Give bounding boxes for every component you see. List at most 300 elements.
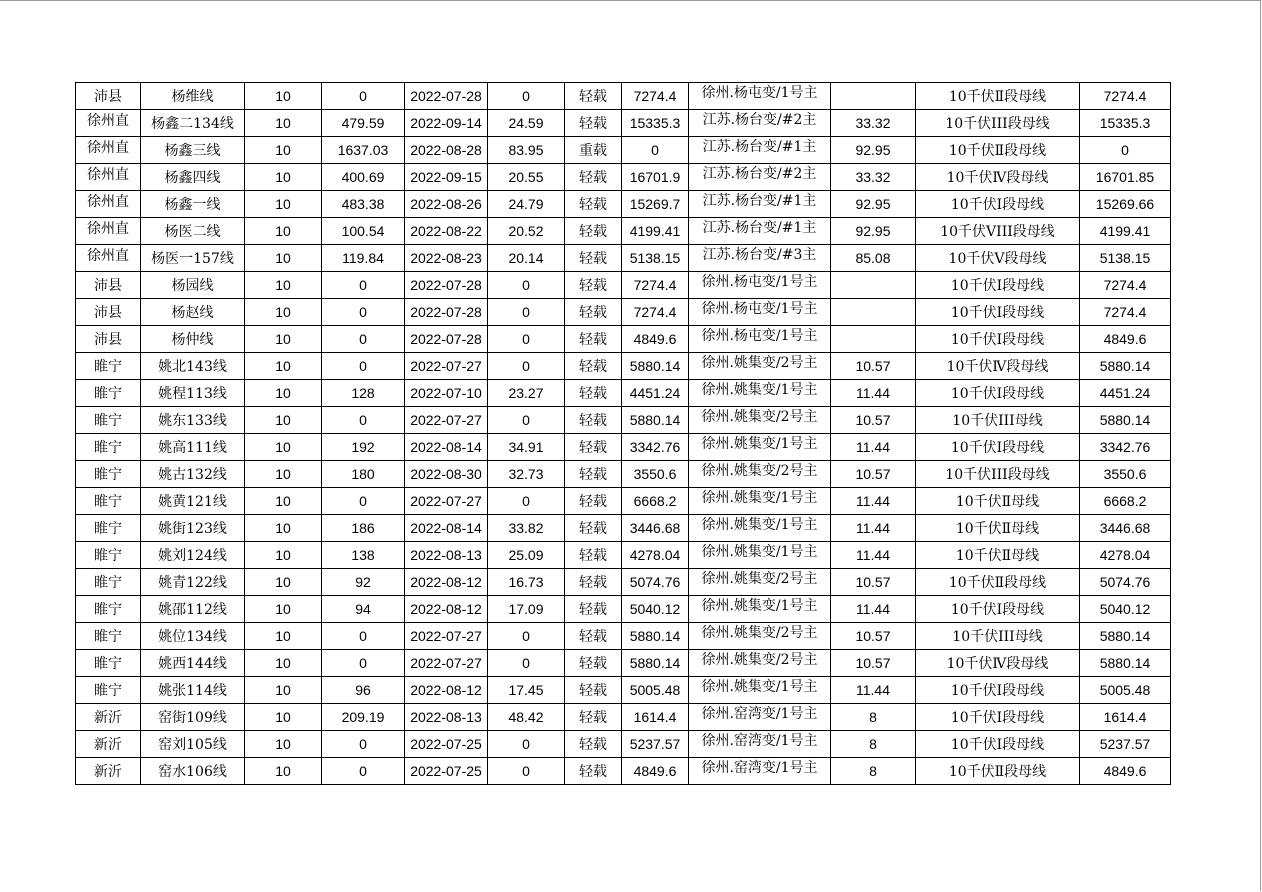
source-transformer-cell: 徐州.杨屯变/1号主 bbox=[689, 299, 831, 326]
source-transformer-cell: 徐州.姚集变/1号主 bbox=[689, 596, 831, 623]
transformer-rate-cell bbox=[831, 83, 916, 110]
source-transformer-cell: 江苏.杨台变/#2主 bbox=[689, 164, 831, 191]
table-row bbox=[76, 164, 1171, 191]
load-status-cell: 轻载 bbox=[565, 326, 622, 353]
load-value-cell: 100.54 bbox=[322, 218, 405, 245]
bus-section-cell: 10千伏Ⅳ段母线 bbox=[916, 164, 1080, 191]
line-name-cell: 姚北143线 bbox=[141, 353, 245, 380]
load-value-cell: 0 bbox=[322, 650, 405, 677]
margin-cell: 5880.14 bbox=[1080, 650, 1171, 677]
line-name-cell: 姚高111线 bbox=[141, 434, 245, 461]
load-value-cell: 0 bbox=[322, 623, 405, 650]
line-name-cell: 姚黄121线 bbox=[141, 488, 245, 515]
load-status-cell: 轻载 bbox=[565, 110, 622, 137]
date-cell: 2022-07-27 bbox=[405, 407, 488, 434]
load-value-cell: 96 bbox=[322, 677, 405, 704]
line-name-cell: 姚西144线 bbox=[141, 650, 245, 677]
line-name-cell: 杨仲线 bbox=[141, 326, 245, 353]
bus-section-cell: 10千伏Ⅰ段母线 bbox=[916, 596, 1080, 623]
load-rate-cell: 48.42 bbox=[488, 704, 565, 731]
transformer-rate-cell: 8 bbox=[831, 704, 916, 731]
load-rate-cell: 20.52 bbox=[488, 218, 565, 245]
source-transformer-cell: 徐州.窑湾变/1号主 bbox=[689, 731, 831, 758]
transformer-rate-cell: 11.44 bbox=[831, 434, 916, 461]
line-name-cell: 杨医一157线 bbox=[141, 245, 245, 272]
source-transformer-cell: 徐州.姚集变/2号主 bbox=[689, 353, 831, 380]
capacity-cell: 5074.76 bbox=[622, 569, 689, 596]
area-cell: 徐州直 bbox=[76, 218, 141, 245]
load-rate-cell: 23.27 bbox=[488, 380, 565, 407]
date-cell: 2022-08-12 bbox=[405, 569, 488, 596]
margin-cell: 4451.24 bbox=[1080, 380, 1171, 407]
load-value-cell: 92 bbox=[322, 569, 405, 596]
margin-cell: 3342.76 bbox=[1080, 434, 1171, 461]
load-rate-cell: 32.73 bbox=[488, 461, 565, 488]
margin-cell: 5880.14 bbox=[1080, 623, 1171, 650]
capacity-cell: 5040.12 bbox=[622, 596, 689, 623]
date-cell: 2022-07-27 bbox=[405, 650, 488, 677]
line-name-cell: 姚青122线 bbox=[141, 569, 245, 596]
load-rate-cell: 0 bbox=[488, 488, 565, 515]
load-value-cell: 0 bbox=[322, 731, 405, 758]
area-cell: 睢宁 bbox=[76, 515, 141, 542]
transformer-rate-cell: 11.44 bbox=[831, 542, 916, 569]
feeder-load-table bbox=[75, 82, 1171, 785]
transformer-rate-cell: 10.57 bbox=[831, 461, 916, 488]
area-cell: 沛县 bbox=[76, 326, 141, 353]
date-cell: 2022-08-26 bbox=[405, 191, 488, 218]
load-status-cell: 轻载 bbox=[565, 299, 622, 326]
voltage-cell: 10 bbox=[245, 272, 322, 299]
capacity-cell: 5005.48 bbox=[622, 677, 689, 704]
source-transformer-cell: 徐州.姚集变/1号主 bbox=[689, 488, 831, 515]
transformer-rate-cell bbox=[831, 299, 916, 326]
voltage-cell: 10 bbox=[245, 326, 322, 353]
load-status-cell: 轻载 bbox=[565, 542, 622, 569]
transformer-rate-cell: 85.08 bbox=[831, 245, 916, 272]
date-cell: 2022-08-12 bbox=[405, 677, 488, 704]
load-rate-cell: 0 bbox=[488, 623, 565, 650]
margin-cell: 5005.48 bbox=[1080, 677, 1171, 704]
bus-section-cell: 10千伏Ⅰ段母线 bbox=[916, 191, 1080, 218]
load-value-cell: 0 bbox=[322, 326, 405, 353]
transformer-rate-cell: 8 bbox=[831, 758, 916, 785]
line-name-cell: 杨鑫二134线 bbox=[141, 110, 245, 137]
load-rate-cell: 0 bbox=[488, 83, 565, 110]
line-name-cell: 姚程113线 bbox=[141, 380, 245, 407]
load-rate-cell: 0 bbox=[488, 758, 565, 785]
area-cell: 新沂 bbox=[76, 704, 141, 731]
margin-cell: 0 bbox=[1080, 137, 1171, 164]
area-cell: 徐州直 bbox=[76, 245, 141, 272]
line-name-cell: 姚东133线 bbox=[141, 407, 245, 434]
margin-cell: 5040.12 bbox=[1080, 596, 1171, 623]
line-name-cell: 窑刘105线 bbox=[141, 731, 245, 758]
voltage-cell: 10 bbox=[245, 569, 322, 596]
source-transformer-cell: 江苏.杨台变/#1主 bbox=[689, 191, 831, 218]
source-transformer-cell: 徐州.杨屯变/1号主 bbox=[689, 326, 831, 353]
table-row bbox=[76, 677, 1171, 704]
source-transformer-cell: 徐州.姚集变/2号主 bbox=[689, 569, 831, 596]
area-cell: 徐州直 bbox=[76, 137, 141, 164]
line-name-cell: 姚古132线 bbox=[141, 461, 245, 488]
line-name-cell: 杨鑫三线 bbox=[141, 137, 245, 164]
load-status-cell: 轻载 bbox=[565, 623, 622, 650]
capacity-cell: 15335.3 bbox=[622, 110, 689, 137]
voltage-cell: 10 bbox=[245, 137, 322, 164]
load-status-cell: 轻载 bbox=[565, 596, 622, 623]
transformer-rate-cell: 10.57 bbox=[831, 353, 916, 380]
table-row bbox=[76, 704, 1171, 731]
load-rate-cell: 17.09 bbox=[488, 596, 565, 623]
load-value-cell: 0 bbox=[322, 758, 405, 785]
bus-section-cell: 10千伏Ⅳ段母线 bbox=[916, 353, 1080, 380]
table-row bbox=[76, 380, 1171, 407]
load-status-cell: 轻载 bbox=[565, 569, 622, 596]
transformer-rate-cell: 8 bbox=[831, 731, 916, 758]
source-transformer-cell: 江苏.杨台变/#1主 bbox=[689, 218, 831, 245]
transformer-rate-cell: 10.57 bbox=[831, 650, 916, 677]
load-status-cell: 轻载 bbox=[565, 191, 622, 218]
date-cell: 2022-07-28 bbox=[405, 299, 488, 326]
line-name-cell: 杨鑫一线 bbox=[141, 191, 245, 218]
voltage-cell: 10 bbox=[245, 650, 322, 677]
date-cell: 2022-07-27 bbox=[405, 353, 488, 380]
margin-cell: 15269.66 bbox=[1080, 191, 1171, 218]
table-row bbox=[76, 596, 1171, 623]
source-transformer-cell: 徐州.窑湾变/1号主 bbox=[689, 704, 831, 731]
load-rate-cell: 0 bbox=[488, 731, 565, 758]
line-name-cell: 窑水106线 bbox=[141, 758, 245, 785]
date-cell: 2022-08-30 bbox=[405, 461, 488, 488]
line-name-cell: 姚位134线 bbox=[141, 623, 245, 650]
table-row bbox=[76, 434, 1171, 461]
voltage-cell: 10 bbox=[245, 704, 322, 731]
line-name-cell: 杨鑫四线 bbox=[141, 164, 245, 191]
margin-cell: 4199.41 bbox=[1080, 218, 1171, 245]
date-cell: 2022-08-14 bbox=[405, 515, 488, 542]
table-row bbox=[76, 218, 1171, 245]
load-rate-cell: 0 bbox=[488, 299, 565, 326]
transformer-rate-cell: 11.44 bbox=[831, 488, 916, 515]
capacity-cell: 4849.6 bbox=[622, 758, 689, 785]
line-name-cell: 杨医二线 bbox=[141, 218, 245, 245]
load-rate-cell: 33.82 bbox=[488, 515, 565, 542]
bus-section-cell: 10千伏III段母线 bbox=[916, 461, 1080, 488]
table-row bbox=[76, 461, 1171, 488]
transformer-rate-cell: 11.44 bbox=[831, 380, 916, 407]
margin-cell: 4278.04 bbox=[1080, 542, 1171, 569]
voltage-cell: 10 bbox=[245, 542, 322, 569]
source-transformer-cell: 徐州.杨屯变/1号主 bbox=[689, 272, 831, 299]
voltage-cell: 10 bbox=[245, 515, 322, 542]
bus-section-cell: 10千伏Ⅰ段母线 bbox=[916, 380, 1080, 407]
voltage-cell: 10 bbox=[245, 191, 322, 218]
table-row bbox=[76, 272, 1171, 299]
load-value-cell: 138 bbox=[322, 542, 405, 569]
line-name-cell: 杨维线 bbox=[141, 83, 245, 110]
date-cell: 2022-09-14 bbox=[405, 110, 488, 137]
voltage-cell: 10 bbox=[245, 434, 322, 461]
load-rate-cell: 0 bbox=[488, 650, 565, 677]
load-rate-cell: 0 bbox=[488, 407, 565, 434]
load-status-cell: 轻载 bbox=[565, 758, 622, 785]
capacity-cell: 4849.6 bbox=[622, 326, 689, 353]
table-row bbox=[76, 515, 1171, 542]
margin-cell: 7274.4 bbox=[1080, 299, 1171, 326]
voltage-cell: 10 bbox=[245, 299, 322, 326]
date-cell: 2022-08-12 bbox=[405, 596, 488, 623]
load-status-cell: 重载 bbox=[565, 137, 622, 164]
capacity-cell: 4278.04 bbox=[622, 542, 689, 569]
table-row bbox=[76, 326, 1171, 353]
capacity-cell: 5880.14 bbox=[622, 650, 689, 677]
load-rate-cell: 24.79 bbox=[488, 191, 565, 218]
capacity-cell: 3446.68 bbox=[622, 515, 689, 542]
table-row bbox=[76, 542, 1171, 569]
source-transformer-cell: 徐州.姚集变/2号主 bbox=[689, 407, 831, 434]
table-row bbox=[76, 299, 1171, 326]
load-rate-cell: 17.45 bbox=[488, 677, 565, 704]
margin-cell: 4849.6 bbox=[1080, 758, 1171, 785]
transformer-rate-cell: 33.32 bbox=[831, 110, 916, 137]
transformer-rate-cell: 10.57 bbox=[831, 623, 916, 650]
line-name-cell: 杨园线 bbox=[141, 272, 245, 299]
capacity-cell: 3550.6 bbox=[622, 461, 689, 488]
capacity-cell: 5138.15 bbox=[622, 245, 689, 272]
bus-section-cell: 10千伏Ⅳ段母线 bbox=[916, 650, 1080, 677]
voltage-cell: 10 bbox=[245, 164, 322, 191]
area-cell: 新沂 bbox=[76, 731, 141, 758]
voltage-cell: 10 bbox=[245, 83, 322, 110]
voltage-cell: 10 bbox=[245, 218, 322, 245]
area-cell: 睢宁 bbox=[76, 596, 141, 623]
load-rate-cell: 20.14 bbox=[488, 245, 565, 272]
source-transformer-cell: 徐州.姚集变/1号主 bbox=[689, 380, 831, 407]
margin-cell: 1614.4 bbox=[1080, 704, 1171, 731]
area-cell: 睢宁 bbox=[76, 623, 141, 650]
load-rate-cell: 0 bbox=[488, 353, 565, 380]
load-status-cell: 轻载 bbox=[565, 488, 622, 515]
bus-section-cell: 10千伏Ⅱ母线 bbox=[916, 488, 1080, 515]
source-transformer-cell: 徐州.姚集变/2号主 bbox=[689, 650, 831, 677]
transformer-rate-cell bbox=[831, 326, 916, 353]
load-value-cell: 0 bbox=[322, 488, 405, 515]
load-rate-cell: 0 bbox=[488, 326, 565, 353]
area-cell: 睢宁 bbox=[76, 569, 141, 596]
line-name-cell: 杨赵线 bbox=[141, 299, 245, 326]
area-cell: 徐州直 bbox=[76, 164, 141, 191]
load-value-cell: 0 bbox=[322, 83, 405, 110]
bus-section-cell: 10千伏Ⅴ段母线 bbox=[916, 245, 1080, 272]
capacity-cell: 7274.4 bbox=[622, 299, 689, 326]
margin-cell: 15335.3 bbox=[1080, 110, 1171, 137]
load-value-cell: 0 bbox=[322, 272, 405, 299]
source-transformer-cell: 江苏.杨台变/#3主 bbox=[689, 245, 831, 272]
area-cell: 睢宁 bbox=[76, 434, 141, 461]
area-cell: 沛县 bbox=[76, 299, 141, 326]
capacity-cell: 3342.76 bbox=[622, 434, 689, 461]
capacity-cell: 15269.7 bbox=[622, 191, 689, 218]
voltage-cell: 10 bbox=[245, 461, 322, 488]
transformer-rate-cell: 11.44 bbox=[831, 677, 916, 704]
load-rate-cell: 24.59 bbox=[488, 110, 565, 137]
transformer-rate-cell bbox=[831, 272, 916, 299]
voltage-cell: 10 bbox=[245, 677, 322, 704]
load-status-cell: 轻载 bbox=[565, 650, 622, 677]
source-transformer-cell: 徐州.姚集变/2号主 bbox=[689, 623, 831, 650]
area-cell: 沛县 bbox=[76, 272, 141, 299]
voltage-cell: 10 bbox=[245, 407, 322, 434]
line-name-cell: 姚刘124线 bbox=[141, 542, 245, 569]
load-value-cell: 479.59 bbox=[322, 110, 405, 137]
load-value-cell: 180 bbox=[322, 461, 405, 488]
area-cell: 睢宁 bbox=[76, 353, 141, 380]
bus-section-cell: 10千伏III段母线 bbox=[916, 110, 1080, 137]
capacity-cell: 5237.57 bbox=[622, 731, 689, 758]
load-status-cell: 轻载 bbox=[565, 272, 622, 299]
bus-section-cell: 10千伏VIII段母线 bbox=[916, 218, 1080, 245]
date-cell: 2022-08-22 bbox=[405, 218, 488, 245]
bus-section-cell: 10千伏Ⅱ段母线 bbox=[916, 758, 1080, 785]
load-rate-cell: 34.91 bbox=[488, 434, 565, 461]
area-cell: 睢宁 bbox=[76, 488, 141, 515]
load-status-cell: 轻载 bbox=[565, 83, 622, 110]
load-status-cell: 轻载 bbox=[565, 218, 622, 245]
voltage-cell: 10 bbox=[245, 731, 322, 758]
voltage-cell: 10 bbox=[245, 245, 322, 272]
margin-cell: 6668.2 bbox=[1080, 488, 1171, 515]
table-row bbox=[76, 758, 1171, 785]
date-cell: 2022-08-13 bbox=[405, 542, 488, 569]
bus-section-cell: 10千伏Ⅰ段母线 bbox=[916, 272, 1080, 299]
date-cell: 2022-07-25 bbox=[405, 758, 488, 785]
source-transformer-cell: 徐州.姚集变/1号主 bbox=[689, 542, 831, 569]
margin-cell: 5138.15 bbox=[1080, 245, 1171, 272]
transformer-rate-cell: 92.95 bbox=[831, 191, 916, 218]
table-row bbox=[76, 407, 1171, 434]
transformer-rate-cell: 11.44 bbox=[831, 515, 916, 542]
bus-section-cell: 10千伏Ⅰ段母线 bbox=[916, 677, 1080, 704]
source-transformer-cell: 徐州.杨屯变/1号主 bbox=[689, 83, 831, 110]
capacity-cell: 4199.41 bbox=[622, 218, 689, 245]
table-row bbox=[76, 650, 1171, 677]
table-row bbox=[76, 488, 1171, 515]
load-value-cell: 400.69 bbox=[322, 164, 405, 191]
bus-section-cell: 10千伏Ⅱ段母线 bbox=[916, 569, 1080, 596]
source-transformer-cell: 徐州.姚集变/1号主 bbox=[689, 434, 831, 461]
load-value-cell: 483.38 bbox=[322, 191, 405, 218]
transformer-rate-cell: 10.57 bbox=[831, 569, 916, 596]
area-cell: 睢宁 bbox=[76, 677, 141, 704]
voltage-cell: 10 bbox=[245, 623, 322, 650]
margin-cell: 5880.14 bbox=[1080, 353, 1171, 380]
capacity-cell: 7274.4 bbox=[622, 272, 689, 299]
table-row bbox=[76, 353, 1171, 380]
capacity-cell: 5880.14 bbox=[622, 407, 689, 434]
date-cell: 2022-07-28 bbox=[405, 272, 488, 299]
bus-section-cell: 10千伏Ⅰ段母线 bbox=[916, 731, 1080, 758]
load-status-cell: 轻载 bbox=[565, 353, 622, 380]
capacity-cell: 1614.4 bbox=[622, 704, 689, 731]
capacity-cell: 0 bbox=[622, 137, 689, 164]
load-value-cell: 0 bbox=[322, 299, 405, 326]
bus-section-cell: 10千伏Ⅱ段母线 bbox=[916, 83, 1080, 110]
area-cell: 新沂 bbox=[76, 758, 141, 785]
load-status-cell: 轻载 bbox=[565, 245, 622, 272]
margin-cell: 7274.4 bbox=[1080, 272, 1171, 299]
margin-cell: 5237.57 bbox=[1080, 731, 1171, 758]
load-rate-cell: 16.73 bbox=[488, 569, 565, 596]
source-transformer-cell: 徐州.姚集变/2号主 bbox=[689, 461, 831, 488]
capacity-cell: 5880.14 bbox=[622, 623, 689, 650]
source-transformer-cell: 江苏.杨台变/#2主 bbox=[689, 110, 831, 137]
date-cell: 2022-09-15 bbox=[405, 164, 488, 191]
line-name-cell: 姚张114线 bbox=[141, 677, 245, 704]
load-status-cell: 轻载 bbox=[565, 461, 622, 488]
bus-section-cell: 10千伏Ⅱ母线 bbox=[916, 515, 1080, 542]
area-cell: 睢宁 bbox=[76, 650, 141, 677]
voltage-cell: 10 bbox=[245, 758, 322, 785]
bus-section-cell: 10千伏Ⅱ段母线 bbox=[916, 137, 1080, 164]
area-cell: 睢宁 bbox=[76, 542, 141, 569]
table-row bbox=[76, 569, 1171, 596]
bus-section-cell: 10千伏Ⅰ段母线 bbox=[916, 704, 1080, 731]
load-rate-cell: 25.09 bbox=[488, 542, 565, 569]
source-transformer-cell: 徐州.姚集变/1号主 bbox=[689, 515, 831, 542]
margin-cell: 3446.68 bbox=[1080, 515, 1171, 542]
bus-section-cell: 10千伏Ⅰ段母线 bbox=[916, 326, 1080, 353]
load-status-cell: 轻载 bbox=[565, 731, 622, 758]
load-status-cell: 轻载 bbox=[565, 380, 622, 407]
load-value-cell: 94 bbox=[322, 596, 405, 623]
source-transformer-cell: 徐州.窑湾变/1号主 bbox=[689, 758, 831, 785]
transformer-rate-cell: 33.32 bbox=[831, 164, 916, 191]
date-cell: 2022-07-27 bbox=[405, 488, 488, 515]
load-value-cell: 209.19 bbox=[322, 704, 405, 731]
capacity-cell: 16701.9 bbox=[622, 164, 689, 191]
margin-cell: 7274.4 bbox=[1080, 83, 1171, 110]
date-cell: 2022-07-10 bbox=[405, 380, 488, 407]
table-row bbox=[76, 191, 1171, 218]
voltage-cell: 10 bbox=[245, 596, 322, 623]
table-row bbox=[76, 623, 1171, 650]
capacity-cell: 6668.2 bbox=[622, 488, 689, 515]
table-row bbox=[76, 83, 1171, 110]
load-value-cell: 0 bbox=[322, 407, 405, 434]
transformer-rate-cell: 92.95 bbox=[831, 218, 916, 245]
margin-cell: 5074.76 bbox=[1080, 569, 1171, 596]
load-status-cell: 轻载 bbox=[565, 515, 622, 542]
capacity-cell: 4451.24 bbox=[622, 380, 689, 407]
line-name-cell: 姚邵112线 bbox=[141, 596, 245, 623]
area-cell: 徐州直 bbox=[76, 110, 141, 137]
load-status-cell: 轻载 bbox=[565, 164, 622, 191]
source-transformer-cell: 徐州.姚集变/1号主 bbox=[689, 677, 831, 704]
capacity-cell: 5880.14 bbox=[622, 353, 689, 380]
date-cell: 2022-07-25 bbox=[405, 731, 488, 758]
bus-section-cell: 10千伏Ⅰ段母线 bbox=[916, 434, 1080, 461]
area-cell: 睢宁 bbox=[76, 380, 141, 407]
margin-cell: 16701.85 bbox=[1080, 164, 1171, 191]
date-cell: 2022-08-23 bbox=[405, 245, 488, 272]
table-row bbox=[76, 731, 1171, 758]
load-value-cell: 192 bbox=[322, 434, 405, 461]
date-cell: 2022-08-13 bbox=[405, 704, 488, 731]
table-body bbox=[76, 83, 1171, 785]
load-rate-cell: 0 bbox=[488, 272, 565, 299]
load-value-cell: 119.84 bbox=[322, 245, 405, 272]
